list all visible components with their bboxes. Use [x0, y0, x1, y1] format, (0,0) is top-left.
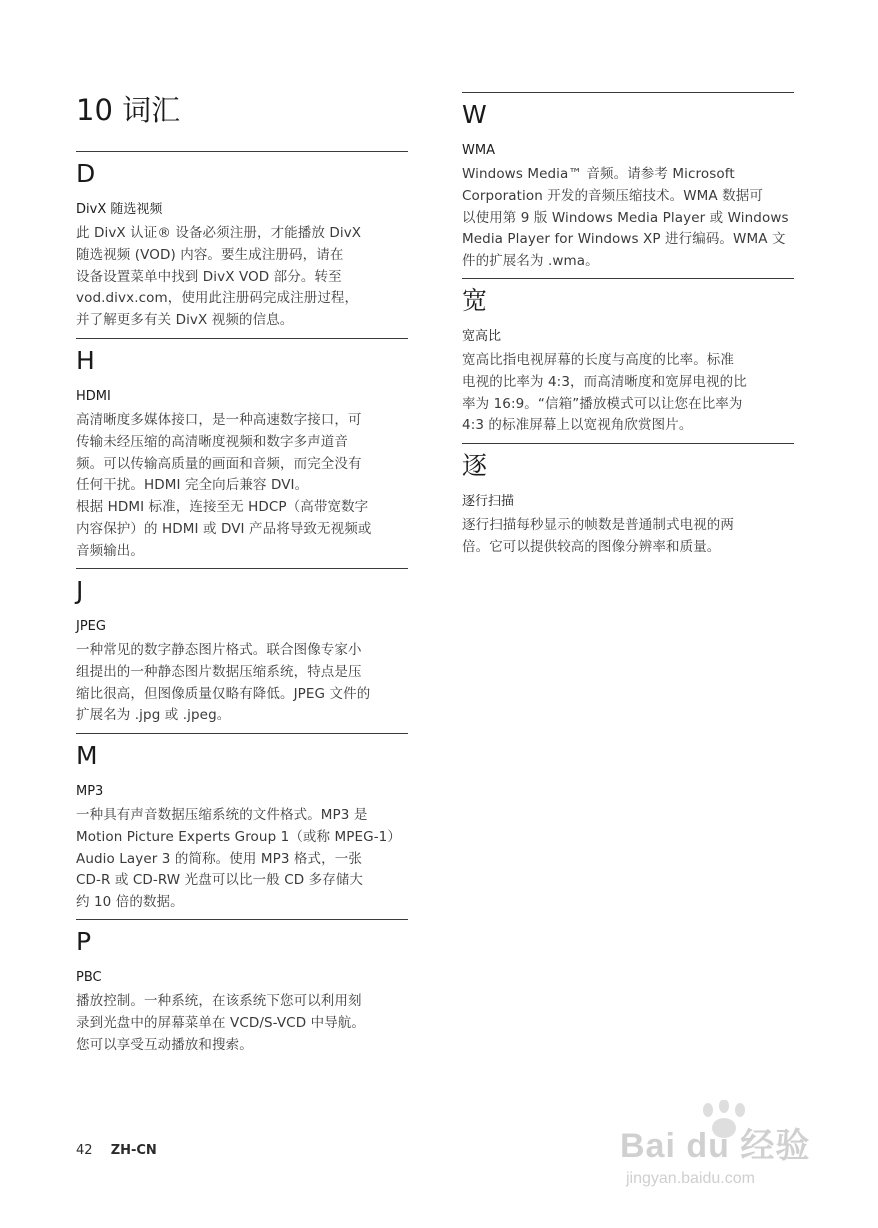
section-letter: M [76, 741, 98, 770]
watermark-logo-text: Bai du 经验 [620, 1127, 811, 1165]
definition-line: 件的扩展名为 .wma。 [462, 253, 599, 270]
glossary-term: 宽高比 [462, 329, 502, 344]
section-divider [462, 92, 794, 93]
definition-line: 频。可以传输高质量的画面和音频，而完全没有 [76, 455, 362, 472]
section-letter: 逐 [462, 451, 488, 480]
definition-line: 组提出的一种静态图片数据压缩系统，特点是压 [76, 663, 362, 680]
glossary-term: HDMI [76, 389, 111, 404]
definition-line: 播放控制。一种系统，在该系统下您可以利用刻 [76, 993, 362, 1009]
baidu-watermark [612, 1100, 822, 1200]
definition-line: 传输未经压缩的高清晰度视频和数字多声道音 [76, 433, 348, 450]
glossary-definition [76, 991, 408, 1056]
definition-line: 以使用第 9 版 Windows Media Player 或 Windows [462, 209, 789, 226]
glossary-definition [76, 410, 408, 563]
glossary-definition [76, 640, 408, 727]
section-letter: H [76, 346, 95, 375]
glossary-definition [76, 805, 408, 914]
definition-line: CD-R 或 CD-RW 光盘可以比一般 CD 多存储大 [76, 872, 364, 889]
definition-line: 录到光盘中的屏幕菜单在 VCD/S-VCD 中导航。 [76, 1014, 365, 1031]
glossary-section-h [76, 338, 408, 563]
section-letter: P [76, 927, 92, 956]
page-footer [76, 1143, 157, 1158]
definition-line: vod.divx.com，使用此注册码完成注册过程， [76, 290, 359, 307]
definition-line: 此 DivX 认证® 设备必须注册，才能播放 DivX [76, 225, 362, 241]
definition-line: Audio Layer 3 的简称。使用 MP3 格式，一张 [76, 850, 362, 867]
glossary-section-kuan [462, 278, 794, 437]
definition-line: 宽高比指电视屏幕的长度与高度的比率。标准 [462, 352, 734, 368]
definition-line: 倍。它可以提供较高的图像分辨率和质量。 [462, 538, 721, 555]
definition-line: Media Player for Windows XP 进行编码。WMA 文 [462, 231, 786, 248]
section-divider [462, 278, 794, 279]
glossary-section-m [76, 733, 408, 914]
definition-line: 您可以享受互动播放和搜索。 [76, 1036, 253, 1053]
glossary-section-w [462, 92, 794, 273]
section-divider [76, 733, 408, 734]
watermark-url: jingyan.baidu.com [626, 1170, 755, 1187]
glossary-section-d [76, 151, 408, 332]
section-letter: W [462, 100, 487, 129]
definition-line: 随选视频 (VOD) 内容。要生成注册码，请在 [76, 246, 344, 263]
glossary-term: JPEG [76, 619, 106, 634]
definition-line: 4:3 的标准屏幕上以宽视角欣赏图片。 [462, 417, 693, 434]
chapter-title: 10 词汇 [76, 93, 181, 127]
glossary-term: MP3 [76, 784, 104, 799]
definition-line: 一种常见的数字静态图片格式。联合图像专家小 [76, 642, 362, 658]
definition-line: 内容保护）的 HDMI 或 DVI 产品将导致无视频或 [76, 520, 372, 537]
glossary-term: DivX 随选视频 [76, 202, 163, 217]
definition-line: 扩展名为 .jpg 或 .jpeg。 [76, 707, 231, 724]
glossary-definition [462, 515, 794, 559]
definition-line: 约 10 倍的数据。 [76, 894, 184, 911]
section-divider [76, 151, 408, 152]
definition-line: 设备设置菜单中找到 DivX VOD 部分。转至 [76, 268, 342, 285]
definition-line: 一种具有声音数据压缩系统的文件格式。MP3 是 [76, 807, 368, 823]
section-letter: 宽 [462, 286, 488, 315]
definition-line: 任何干扰。HDMI 完全向后兼容 DVI。 [76, 477, 309, 494]
definition-line: 电视的比率为 4:3，而高清晰度和宽屏电视的比 [462, 373, 747, 390]
definition-line: 根据 HDMI 标准，连接至无 HDCP（高带宽数字 [76, 499, 369, 516]
section-letter: D [76, 159, 96, 188]
definition-line: 并了解更多有关 DivX 视频的信息。 [76, 312, 294, 329]
section-divider [76, 338, 408, 339]
section-divider [462, 443, 794, 444]
definition-line: 高清晰度多媒体接口，是一种高速数字接口，可 [76, 412, 362, 428]
definition-line: 音频输出。 [76, 542, 144, 559]
section-divider [76, 568, 408, 569]
section-divider [76, 919, 408, 920]
definition-line: Corporation 开发的音频压缩技术。WMA 数据可 [462, 187, 763, 204]
glossary-term: WMA [462, 143, 495, 158]
definition-line: 率为 16:9。“信箱”播放模式可以让您在比率为 [462, 395, 743, 412]
definition-line: 缩比很高，但图像质量仅略有降低。JPEG 文件的 [76, 685, 371, 702]
definition-line: Windows Media™ 音频。请参考 Microsoft [462, 166, 735, 182]
glossary-definition [462, 350, 794, 437]
glossary-section-j [76, 568, 408, 727]
definition-line: Motion Picture Experts Group 1（或称 MPEG-1） [76, 828, 401, 845]
glossary-term: PBC [76, 970, 102, 985]
glossary-section-p [76, 919, 408, 1056]
definition-line: 逐行扫描每秒显示的帧数是普通制式电视的两 [462, 517, 734, 533]
page-number: 42 [76, 1143, 93, 1158]
section-letter: J [76, 576, 84, 605]
glossary-definition [462, 164, 794, 273]
language-code: ZH-CN [110, 1143, 157, 1158]
glossary-section-zhu [462, 443, 794, 559]
glossary-definition [76, 223, 408, 332]
glossary-term: 逐行扫描 [462, 494, 515, 509]
